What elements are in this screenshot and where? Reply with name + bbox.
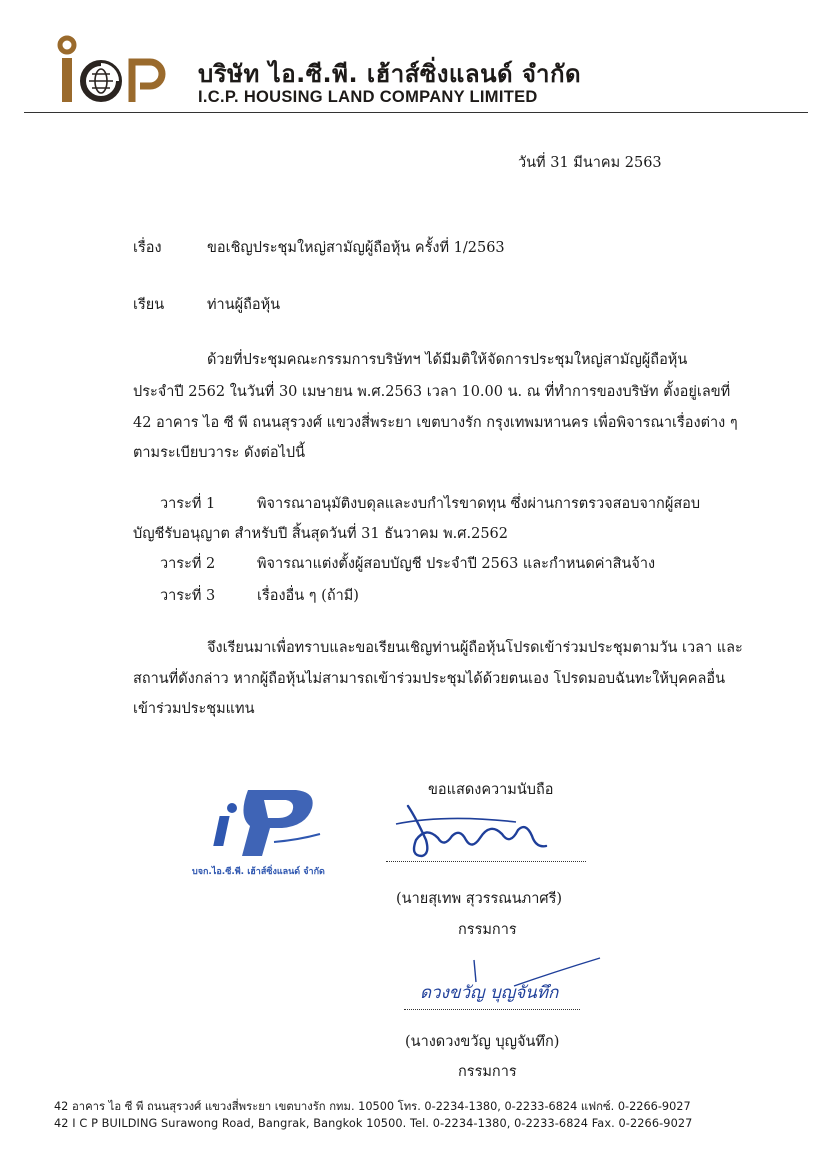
closing-line: จึงเรียนมาเพื่อทราบและขอเรียนเชิญท่านผู้ถือหุ้นโปรดเข้าร่วมประชุมตามวัน เวลา และ [207,640,743,656]
subject-label: เรื่อง [133,240,162,256]
subject-text: ขอเชิญประชุมใหญ่สามัญผู้ถือหุ้น ครั้งที่ 1/2563 [207,240,505,256]
company-name-english: I.C.P. HOUSING LAND COMPANY LIMITED [198,88,538,106]
company-logo [54,34,174,106]
signatory-title: กรรมการ [458,1064,517,1080]
company-name-thai: บริษัท ไอ.ซี.พี. เฮ้าส์ซิ่งแลนด์ จำกัด [198,60,582,88]
agenda-text: เรื่องอื่น ๆ (ถ้ามี) [257,588,359,604]
intro-line: ตามระเบียบวาระ ดังต่อไปนี้ [133,445,306,461]
recipient-label: เรียน [133,297,165,313]
signatory-title: กรรมการ [458,922,517,938]
signature-line [404,1009,580,1010]
company-seal-stamp [178,786,348,882]
agenda-text-continuation: บัญชีรับอนุญาต สำหรับปี สิ้นสุดวันที่ 31 ธันวาคม พ.ศ.2562 [133,526,508,542]
agenda-text: พิจารณาแต่งตั้งผู้สอบบัญชี ประจำปี 2563 และกำหนดค่าสินจ้าง [257,556,656,572]
intro-line: ด้วยที่ประชุมคณะกรรมการบริษัทฯ ได้มีมติให้จัดการประชุมใหญ่สามัญผู้ถือหุ้น [207,352,688,368]
seal-text: บจก.ไอ.ซี.พี. เฮ้าส์ซิ่งแลนด์ จำกัด [192,867,325,877]
signatory-name: (นายสุเทพ สุวรรณนภาศรี) [396,891,563,907]
recipient-text: ท่านผู้ถือหุ้น [207,297,281,313]
closing-line: สถานที่ดังกล่าว หากผู้ถือหุ้นไม่สามารถเข้าร่วมประชุมได้ด้วยตนเอง โปรดมอบฉันทะให้บุคคลอื่น [133,671,726,687]
closing-line: เข้าร่วมประชุมแทน [133,701,255,717]
signature-handwriting: ดวงขวัญ บุญจันทึก [420,983,559,1003]
header-divider [24,112,808,113]
intro-line: 42 อาคาร ไอ ซี พี ถนนสุรวงศ์ แขวงสี่พระยา เขตบางรัก กรุงเทพมหานคร เพื่อพิจารณาเรื่องต่าง ๆ [133,415,738,431]
footer-address-english: 42 I C P BUILDING Surawong Road, Bangrak, Bangkok 10500. Tel. 0-2234-1380, 0-2233-6824 Fax. 0-2266-9027 [54,1117,693,1130]
agenda-label: วาระที่ 2 [160,556,216,572]
agenda-label: วาระที่ 1 [160,496,216,512]
agenda-text: พิจารณาอนุมัติงบดุลและงบกำไรขาดทุน ซึ่งผ่านการตรวจสอบจากผู้สอบ [257,496,701,512]
sign-off: ขอแสดงความนับถือ [428,782,554,798]
signature-2 [414,952,604,1012]
signature-1 [386,800,576,870]
signatory-name: (นางดวงขวัญ บุญจันทึก) [405,1034,560,1050]
signature-line [386,861,586,862]
agenda-label: วาระที่ 3 [160,588,216,604]
intro-line: ประจำปี 2562 ในวันที่ 30 เมษายน พ.ศ.2563 เวลา 10.00 น. ณ ที่ทำการของบริษัท ตั้งอยู่เลขที่ [133,384,731,400]
letter-date: วันที่ 31 มีนาคม 2563 [518,155,662,171]
footer-address-thai: 42 อาคาร ไอ ซี พี ถนนสุรวงศ์ แขวงสี่พระยา เขตบางรัก กทม. 10500 โทร. 0-2234-1380, 0-2233-6824 แฟกซ์. 0-2266-9027 [54,1100,691,1113]
